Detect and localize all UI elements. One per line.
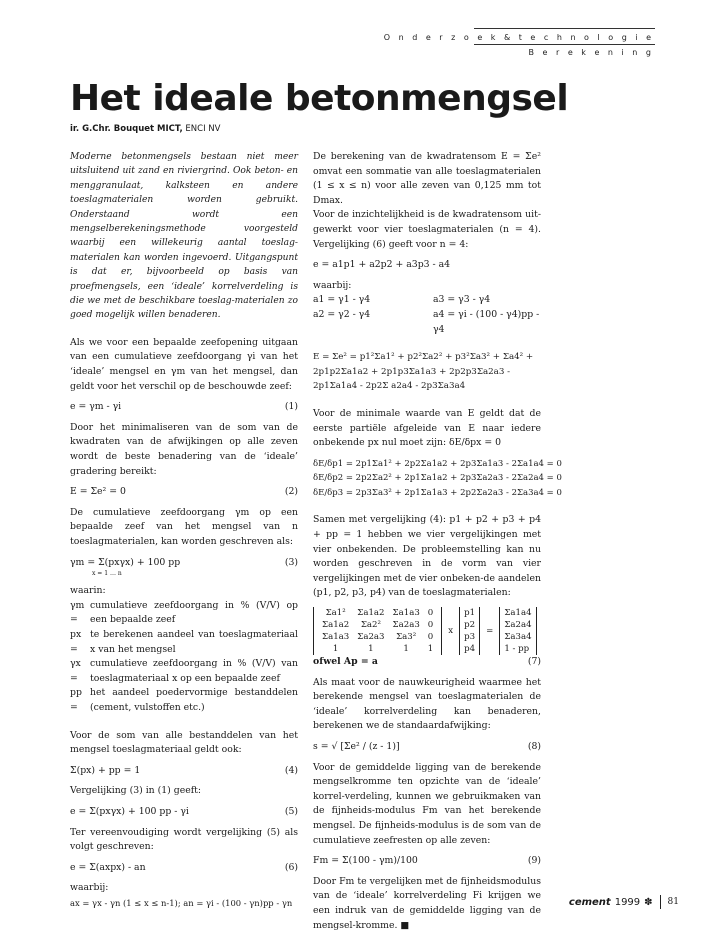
matrix-a: Σa1² Σa1a2 Σa1a3 0 Σa1a2 Σa2² Σa2a3 0 Σa1a3 Σa2a3 Σa3² 0 1 1 1 1: [313, 607, 442, 655]
equation-sum-of-squares: E = Σe² = p1²Σa1² + p2²Σa2² + p3²Σa3² + Σa4² + 2p1p2Σa1a2 + 2p1p3Σa1a3 + 2p2p3Σa2a3 - 2p1Σa1a4 - 2p2Σ a2a4 - 2p3Σa3a4: [313, 352, 534, 392]
footer-brand: cement: [568, 896, 611, 908]
header-rule-middle: [474, 44, 655, 45]
equation-7: ofwel Ap = a (7): [313, 656, 541, 668]
equation-e-n4: e = a1p1 + a2p2 + a3p3 - a4: [313, 259, 451, 271]
label-waarin: waarin:: [70, 585, 106, 597]
equals-sign: =: [486, 626, 494, 637]
equation-9: Fm = Σ(100 - γm)/100 (9): [313, 855, 541, 867]
paragraph: Als maat voor de nauwkeurigheid waarmee het berekende mengsel van toeslagmaterialen de ‘ideale’ korrelverdeling kan benaderen, berekenen we de standaardafwijking:: [313, 676, 541, 732]
author-line: [70, 124, 220, 134]
paragraph: Voor de som van alle bestanddelen van het mengsel toeslagmateriaal geldt ook:: [70, 729, 298, 756]
paragraph: Voor de inzichtelijkheid is de kwadratensom uit-gewerkt voor vier toeslagmaterialen (n = 4). Vergelijking (6) geeft voor n = 4:: [313, 209, 541, 250]
page-title: Het ideale betonmengsel: [70, 78, 569, 119]
equation-3-limits: x = 1 … n: [92, 570, 122, 578]
footer-year: 1999: [614, 896, 641, 908]
paragraph: Als we voor een bepaalde zeefopening uitgaan van een cumulatieve zeefdoorgang γi van het ‘ideale’ mengsel en γm van het mengsel, dan geldt voor het verschil op de beschouwde zeef:: [70, 336, 298, 392]
left-column: [70, 150, 298, 910]
paragraph: Door het minimaliseren van de som van de kwadraten van de afwijkingen op alle zeven wordt de beste benadering van de ‘ideale’ gradering bereikt:: [70, 421, 298, 477]
author-affiliation: ENCI NV: [185, 124, 221, 134]
footer-divider: [660, 895, 661, 909]
equation-4: Σ(px) + pp = 1 (4): [70, 764, 298, 776]
times-sign: x: [448, 626, 454, 637]
paragraph: Voor de minimale waarde van E geldt dat de eerste partiële afgeleide van E naar iedere onbekende px nul moet zijn: δE/δpx = 0: [313, 407, 541, 449]
matrix-equation: [313, 607, 541, 655]
vector-p: p1 p2 p3 p4: [459, 607, 480, 655]
vector-a: Σa1a4 Σa2a4 Σa3a4 1 - pp: [499, 607, 536, 655]
paragraph: Ter vereenvoudiging wordt vergelijking (5) als volgt geschreven:: [70, 826, 298, 853]
asterisk-icon: ✽: [644, 896, 653, 908]
label-waarbij: waarbij:: [313, 279, 352, 291]
partial-derivatives: δE/δp1 = 2p1Σa1² + 2p2Σa1a2 + 2p3Σa1a3 - 2Σa1a4 = 0 δE/δp2 = 2p2Σa2² + 2p1Σa1a2 + 2p3Σa2a3 - 2Σa2a4 = 0 δE/δp3 = 2p3Σa3² + 2p1Σa1a3 + 2p2Σa2a3 - 2Σa3a4 = 0: [313, 458, 562, 498]
coefficient-definitions: a1 = γ1 - γ4 a3 = γ3 - γ4 a2 = γ2 - γ4 a4 = γi - (100 - γ4)pp - γ4: [313, 294, 540, 335]
paragraph: De berekening van de kwadratensom E = Σe² omvat een sommatie van alle toeslagmaterialen (1 ≤ x ≤ n) voor alle zeven van 0,125 mm tot Dmax.: [313, 151, 541, 206]
equation-1: e = γm - γi (1): [70, 401, 298, 413]
equation-6-definitions: ax = γx - γn (1 ≤ x ≤ n-1); an = γi - (100 - γn)pp - γn: [70, 897, 293, 908]
equation-3: γm = Σ(pxγx) + 100 pp (3): [70, 556, 298, 568]
equation-5: e = Σ(pxγx) + 100 pp - γi (5): [70, 805, 298, 817]
label-waarbij: waarbij:: [70, 882, 109, 894]
footer: [569, 895, 679, 909]
paragraph: Samen met vergelijking (4): p1 + p2 + p3 + p4 + pp = 1 hebben we vier vergelijkingen met vier onbekenden. De probleemstelling kan nu worden geschreven in de vorm van vier vergelijkingen met de vier onbeken-de aandelen (p1, p2, p3, p4) van de toeslagmaterialen:: [313, 514, 541, 599]
equation-8: s = √ [Σe² / (z - 1)] (8): [313, 741, 541, 752]
page-number: 81: [667, 897, 679, 907]
author-name: ir. G.Chr. Bouquet MICT,: [70, 124, 183, 134]
paragraph: Voor de gemiddelde ligging van de berekende mengselkromme ten opzichte van de ‘ideale’ korrel-verdeling, kunnen we gebruikmaken van de fijnheids-modulus Fm van het berekende mengsel. De fijnheids-modulus is de som van de cumulatieve zeefresten op alle zeven:: [313, 761, 541, 846]
paragraph: Vergelijking (3) in (1) geeft:: [70, 785, 202, 797]
variable-list: γm = cumulatieve zeefdoorgang in % (V/V) op een bepaalde zeef px = te berekenen aandeel van toeslagmateriaal x van het mengsel γx = cumulatieve zeefdoorgang in % (V/V) van toeslagmateriaal x op een bepaalde zeef pp = het aandeel poedervormige bestanddelen (cement, vulstoffen etc.): [70, 599, 298, 713]
paragraph: Door Fm te vergelijken met de fijnheidsmodulus van de ‘ideale’ korrelverdeling Fi krijgen we een indruk van de gemiddelde ligging van de mengsel-kromme. ■: [313, 875, 541, 931]
abstract: Moderne betonmengsels bestaan niet meer uitsluitend uit zand en riviergrind. Ook beton- en menggranulaat, kalksteen en andere toeslagmaterialen worden gebruikt. Onderstaand wordt een mengselberekeningsmethode voorgesteld waarbij een willekeurig aantal toeslag-materialen kan worden ingevoerd. Uitgangspunt is dat er, bijvoorbeeld op basis van proefmengsels, een ‘ideale’ korrelverdeling is die we met de beschikbare toeslag-materialen zo goed mogelijk willen benaderen.: [70, 152, 298, 321]
header-section: O n d e r z o e k & t e c h n o l o g i e: [383, 33, 654, 42]
header-subsection: B e r e k e n i n g: [528, 48, 654, 57]
header-rule-top: [474, 28, 655, 29]
paragraph: De cumulatieve zeefdoorgang γm op een bepaalde zeef van het mengsel van n toeslagmaterialen, kan worden geschreven als:: [70, 506, 298, 547]
equation-6: e = Σ(axpx) - an (6): [70, 861, 298, 873]
equation-2: E = Σe² = 0 (2): [70, 486, 298, 498]
right-column: [313, 150, 562, 933]
